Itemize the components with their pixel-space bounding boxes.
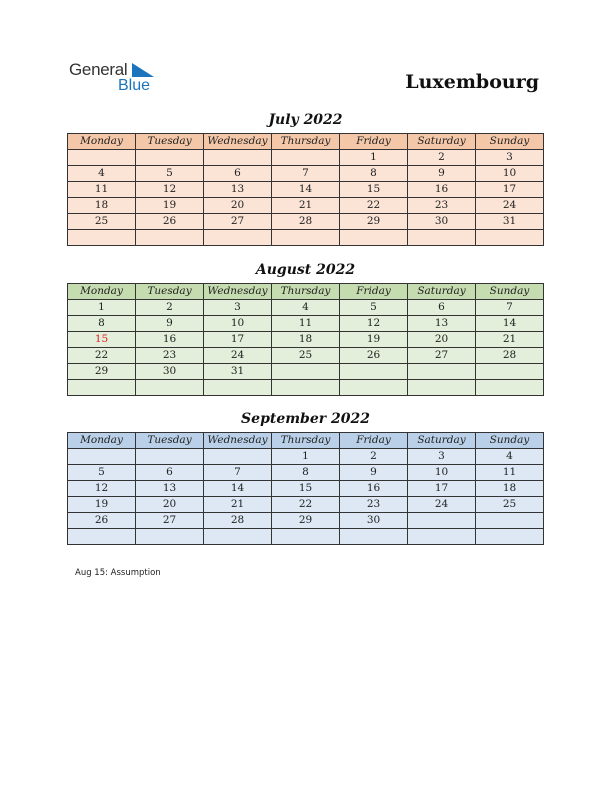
- day-cell: [340, 529, 408, 545]
- day-cell: [136, 230, 204, 246]
- day-cell: 11: [476, 465, 544, 481]
- day-cell: 20: [408, 332, 476, 348]
- day-cell: 14: [272, 182, 340, 198]
- day-cell: 10: [408, 465, 476, 481]
- weekday-header: Thursday: [272, 284, 340, 300]
- day-cell: [476, 364, 544, 380]
- week-row: [68, 198, 544, 214]
- day-cell: 23: [136, 348, 204, 364]
- weekday-header: Monday: [68, 284, 136, 300]
- logo-triangle-icon: [132, 63, 154, 77]
- day-cell: 2: [408, 150, 476, 166]
- day-cell: 16: [136, 332, 204, 348]
- day-cell: [136, 529, 204, 545]
- day-cell: 2: [340, 449, 408, 465]
- day-cell: 9: [340, 465, 408, 481]
- week-row: [68, 449, 544, 465]
- day-cell: 17: [408, 481, 476, 497]
- day-cell: [68, 529, 136, 545]
- day-cell: 16: [340, 481, 408, 497]
- day-cell: 3: [408, 449, 476, 465]
- day-cell: [408, 513, 476, 529]
- day-cell: 10: [204, 316, 272, 332]
- day-cell: [204, 150, 272, 166]
- day-cell: [136, 449, 204, 465]
- day-cell: 30: [408, 214, 476, 230]
- day-cell: 10: [476, 166, 544, 182]
- day-cell: 11: [68, 182, 136, 198]
- day-cell: 6: [408, 300, 476, 316]
- day-cell: 13: [204, 182, 272, 198]
- day-cell: 29: [272, 513, 340, 529]
- week-row: [68, 497, 544, 513]
- weekday-header: Monday: [68, 433, 136, 449]
- day-cell: 28: [204, 513, 272, 529]
- weekday-header: Saturday: [408, 433, 476, 449]
- day-cell: 12: [136, 182, 204, 198]
- day-cell: 5: [136, 166, 204, 182]
- day-cell: [476, 529, 544, 545]
- day-cell: [408, 529, 476, 545]
- day-cell: 29: [340, 214, 408, 230]
- day-cell: 26: [68, 513, 136, 529]
- day-cell: [68, 150, 136, 166]
- weekday-header-row: [68, 284, 544, 300]
- day-cell: 25: [476, 497, 544, 513]
- weekday-header: Monday: [68, 134, 136, 150]
- day-cell: 7: [476, 300, 544, 316]
- logo-blue-text: Blue: [118, 77, 151, 94]
- day-cell: 6: [136, 465, 204, 481]
- day-cell: [272, 150, 340, 166]
- weekday-header: Wednesday: [204, 433, 272, 449]
- week-row: [68, 300, 544, 316]
- week-row: [68, 150, 544, 166]
- day-cell: 23: [340, 497, 408, 513]
- day-cell: [68, 230, 136, 246]
- logo-general-text: General: [69, 60, 128, 79]
- day-cell: 29: [68, 364, 136, 380]
- day-cell: 19: [136, 198, 204, 214]
- day-cell: 26: [340, 348, 408, 364]
- day-cell: 8: [68, 316, 136, 332]
- day-cell: 8: [340, 166, 408, 182]
- day-cell: [340, 230, 408, 246]
- day-cell: 25: [272, 348, 340, 364]
- weekday-header: Thursday: [272, 134, 340, 150]
- day-cell: 17: [204, 332, 272, 348]
- day-cell: [476, 380, 544, 396]
- day-cell: 14: [476, 316, 544, 332]
- day-cell: 20: [204, 198, 272, 214]
- day-cell: 22: [340, 198, 408, 214]
- day-cell: [476, 513, 544, 529]
- week-row: [68, 481, 544, 497]
- holiday-day-cell: 15: [68, 332, 136, 348]
- day-cell: 31: [204, 364, 272, 380]
- day-cell: [136, 150, 204, 166]
- day-cell: [68, 449, 136, 465]
- week-row: [68, 364, 544, 380]
- day-cell: 8: [272, 465, 340, 481]
- week-row: [68, 529, 544, 545]
- day-cell: 4: [68, 166, 136, 182]
- day-cell: [476, 230, 544, 246]
- day-cell: 19: [340, 332, 408, 348]
- day-cell: 9: [136, 316, 204, 332]
- week-row: [68, 230, 544, 246]
- day-cell: 30: [136, 364, 204, 380]
- day-cell: 22: [68, 348, 136, 364]
- day-cell: [204, 529, 272, 545]
- day-cell: 6: [204, 166, 272, 182]
- day-cell: [68, 380, 136, 396]
- month-title-august: August 2022: [255, 262, 356, 278]
- day-cell: [272, 230, 340, 246]
- day-cell: 24: [408, 497, 476, 513]
- day-cell: 21: [476, 332, 544, 348]
- day-cell: 13: [136, 481, 204, 497]
- day-cell: 15: [272, 481, 340, 497]
- day-cell: 5: [340, 300, 408, 316]
- day-cell: 1: [272, 449, 340, 465]
- day-cell: 24: [476, 198, 544, 214]
- day-cell: 28: [272, 214, 340, 230]
- week-row: [68, 182, 544, 198]
- day-cell: 27: [136, 513, 204, 529]
- day-cell: 17: [476, 182, 544, 198]
- day-cell: 12: [340, 316, 408, 332]
- day-cell: 3: [476, 150, 544, 166]
- day-cell: 13: [408, 316, 476, 332]
- day-cell: 18: [68, 198, 136, 214]
- logo: [69, 60, 169, 96]
- day-cell: [204, 380, 272, 396]
- week-row: [68, 214, 544, 230]
- weekday-header: Sunday: [476, 433, 544, 449]
- weekday-header: Thursday: [272, 433, 340, 449]
- day-cell: [204, 230, 272, 246]
- day-cell: [408, 230, 476, 246]
- day-cell: 28: [476, 348, 544, 364]
- week-row: [68, 332, 544, 348]
- day-cell: 18: [272, 332, 340, 348]
- day-cell: 31: [476, 214, 544, 230]
- day-cell: 18: [476, 481, 544, 497]
- day-cell: [272, 529, 340, 545]
- day-cell: 16: [408, 182, 476, 198]
- week-row: [68, 513, 544, 529]
- weekday-header: Friday: [340, 134, 408, 150]
- day-cell: [272, 364, 340, 380]
- day-cell: 26: [136, 214, 204, 230]
- weekday-header: Friday: [340, 284, 408, 300]
- week-row: [68, 380, 544, 396]
- weekday-header-row: [68, 134, 544, 150]
- day-cell: 22: [272, 497, 340, 513]
- day-cell: 27: [408, 348, 476, 364]
- day-cell: [340, 380, 408, 396]
- weekday-header: Friday: [340, 433, 408, 449]
- weekday-header-row: [68, 433, 544, 449]
- calendar-august: [67, 283, 544, 396]
- weekday-header: Wednesday: [204, 284, 272, 300]
- day-cell: 9: [408, 166, 476, 182]
- day-cell: [272, 380, 340, 396]
- week-row: [68, 316, 544, 332]
- day-cell: [136, 380, 204, 396]
- week-row: [68, 166, 544, 182]
- day-cell: 3: [204, 300, 272, 316]
- weekday-header: Tuesday: [136, 433, 204, 449]
- weekday-header: Tuesday: [136, 284, 204, 300]
- weekday-header: Sunday: [476, 134, 544, 150]
- day-cell: [204, 449, 272, 465]
- day-cell: 1: [340, 150, 408, 166]
- day-cell: 14: [204, 481, 272, 497]
- month-title-july: July 2022: [268, 112, 343, 128]
- day-cell: [408, 364, 476, 380]
- day-cell: 2: [136, 300, 204, 316]
- day-cell: 23: [408, 198, 476, 214]
- month-title-september: September 2022: [241, 411, 370, 427]
- weekday-header: Saturday: [408, 284, 476, 300]
- weekday-header: Tuesday: [136, 134, 204, 150]
- day-cell: 19: [68, 497, 136, 513]
- weekday-header: Saturday: [408, 134, 476, 150]
- weekday-header: Sunday: [476, 284, 544, 300]
- week-row: [68, 348, 544, 364]
- day-cell: 1: [68, 300, 136, 316]
- day-cell: 7: [204, 465, 272, 481]
- day-cell: [340, 364, 408, 380]
- day-cell: 15: [340, 182, 408, 198]
- day-cell: 4: [476, 449, 544, 465]
- day-cell: 25: [68, 214, 136, 230]
- calendar-september: [67, 432, 544, 545]
- holiday-note: Aug 15: Assumption: [75, 568, 161, 578]
- day-cell: 5: [68, 465, 136, 481]
- day-cell: 24: [204, 348, 272, 364]
- country-title: Luxembourg: [405, 71, 539, 93]
- calendar-july: [67, 133, 544, 246]
- day-cell: 20: [136, 497, 204, 513]
- day-cell: 12: [68, 481, 136, 497]
- day-cell: 7: [272, 166, 340, 182]
- day-cell: [408, 380, 476, 396]
- day-cell: 21: [272, 198, 340, 214]
- day-cell: 27: [204, 214, 272, 230]
- day-cell: 21: [204, 497, 272, 513]
- weekday-header: Wednesday: [204, 134, 272, 150]
- week-row: [68, 465, 544, 481]
- day-cell: 11: [272, 316, 340, 332]
- day-cell: 30: [340, 513, 408, 529]
- day-cell: 4: [272, 300, 340, 316]
